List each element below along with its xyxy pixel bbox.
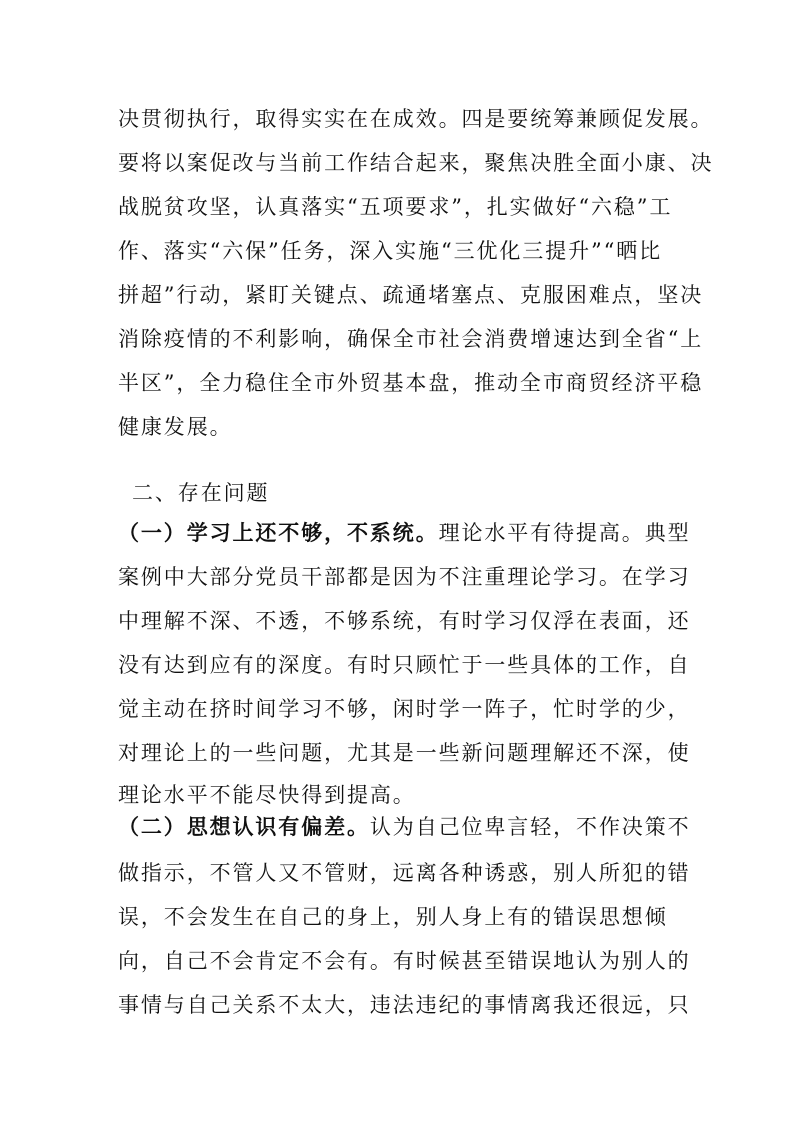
paragraph-line: 案例中大部分党员干部都是因为不注重理论学习。在学习 <box>118 565 691 589</box>
paragraph-line: 没有达到应有的深度。有时只顾忙于一些具体的工作，自 <box>118 653 691 677</box>
paragraph-line: 觉主动在挤时间学习不够，闲时学一阵子，忙时学的少， <box>118 697 691 721</box>
paragraph-line: 决贯彻执行，取得实实在在成效。四是要统筹兼顾促发展。 <box>118 107 714 131</box>
paragraph-line: 误，不会发生在自己的身上，别人身上有的错误思想倾 <box>118 905 668 929</box>
paragraph-line: 战脱贫攻坚，认真落实“五项要求”，扎实做好“六稳”工 <box>118 195 673 219</box>
paragraph-line: 半区”，全力稳住全市外贸基本盘，推动全市商贸经济平稳 <box>118 371 704 395</box>
paragraph-line: 做指示，不管人又不管财，远离各种诱惑，别人所犯的错 <box>118 861 691 885</box>
item-first-line <box>118 812 691 842</box>
paragraph-line: 健康发展。 <box>118 415 233 439</box>
paragraph-line: 要将以案促改与当前工作结合起来，聚焦决胜全面小康、决 <box>118 151 714 175</box>
paragraph-line: 消除疫情的不利影响，确保全市社会消费增速达到全省“上 <box>118 327 704 351</box>
section-heading: 二、存在问题 <box>132 481 270 505</box>
item-heading: （二）思想认识有偏差。 <box>118 814 370 839</box>
item-text: 理论水平有待提高。典型 <box>438 521 691 545</box>
paragraph-line: 事情与自己关系不太大，违法违纪的事情离我还很远，只 <box>118 993 691 1017</box>
item-first-line <box>118 518 691 548</box>
item-heading: （一）学习上还不够，不系统。 <box>118 520 439 545</box>
item-text: 认为自己位卑言轻，不作决策不 <box>369 815 691 839</box>
paragraph-line: 对理论上的一些问题，尤其是一些新问题理解还不深，使 <box>118 741 691 765</box>
paragraph-line: 拼超”行动，紧盯关键点、疏通堵塞点、克服困难点，坚决 <box>118 283 704 307</box>
paragraph-line: 理论水平不能尽快得到提高。 <box>118 783 416 807</box>
paragraph-line: 中理解不深、不透，不够系统，有时学习仅浮在表面，还 <box>118 609 691 633</box>
paragraph-line: 向，自己不会肯定不会有。有时候甚至错误地认为别人的 <box>118 949 691 973</box>
paragraph-line: 作、落实“六保”任务，深入实施“三优化三提升”“晒比 <box>118 239 663 263</box>
